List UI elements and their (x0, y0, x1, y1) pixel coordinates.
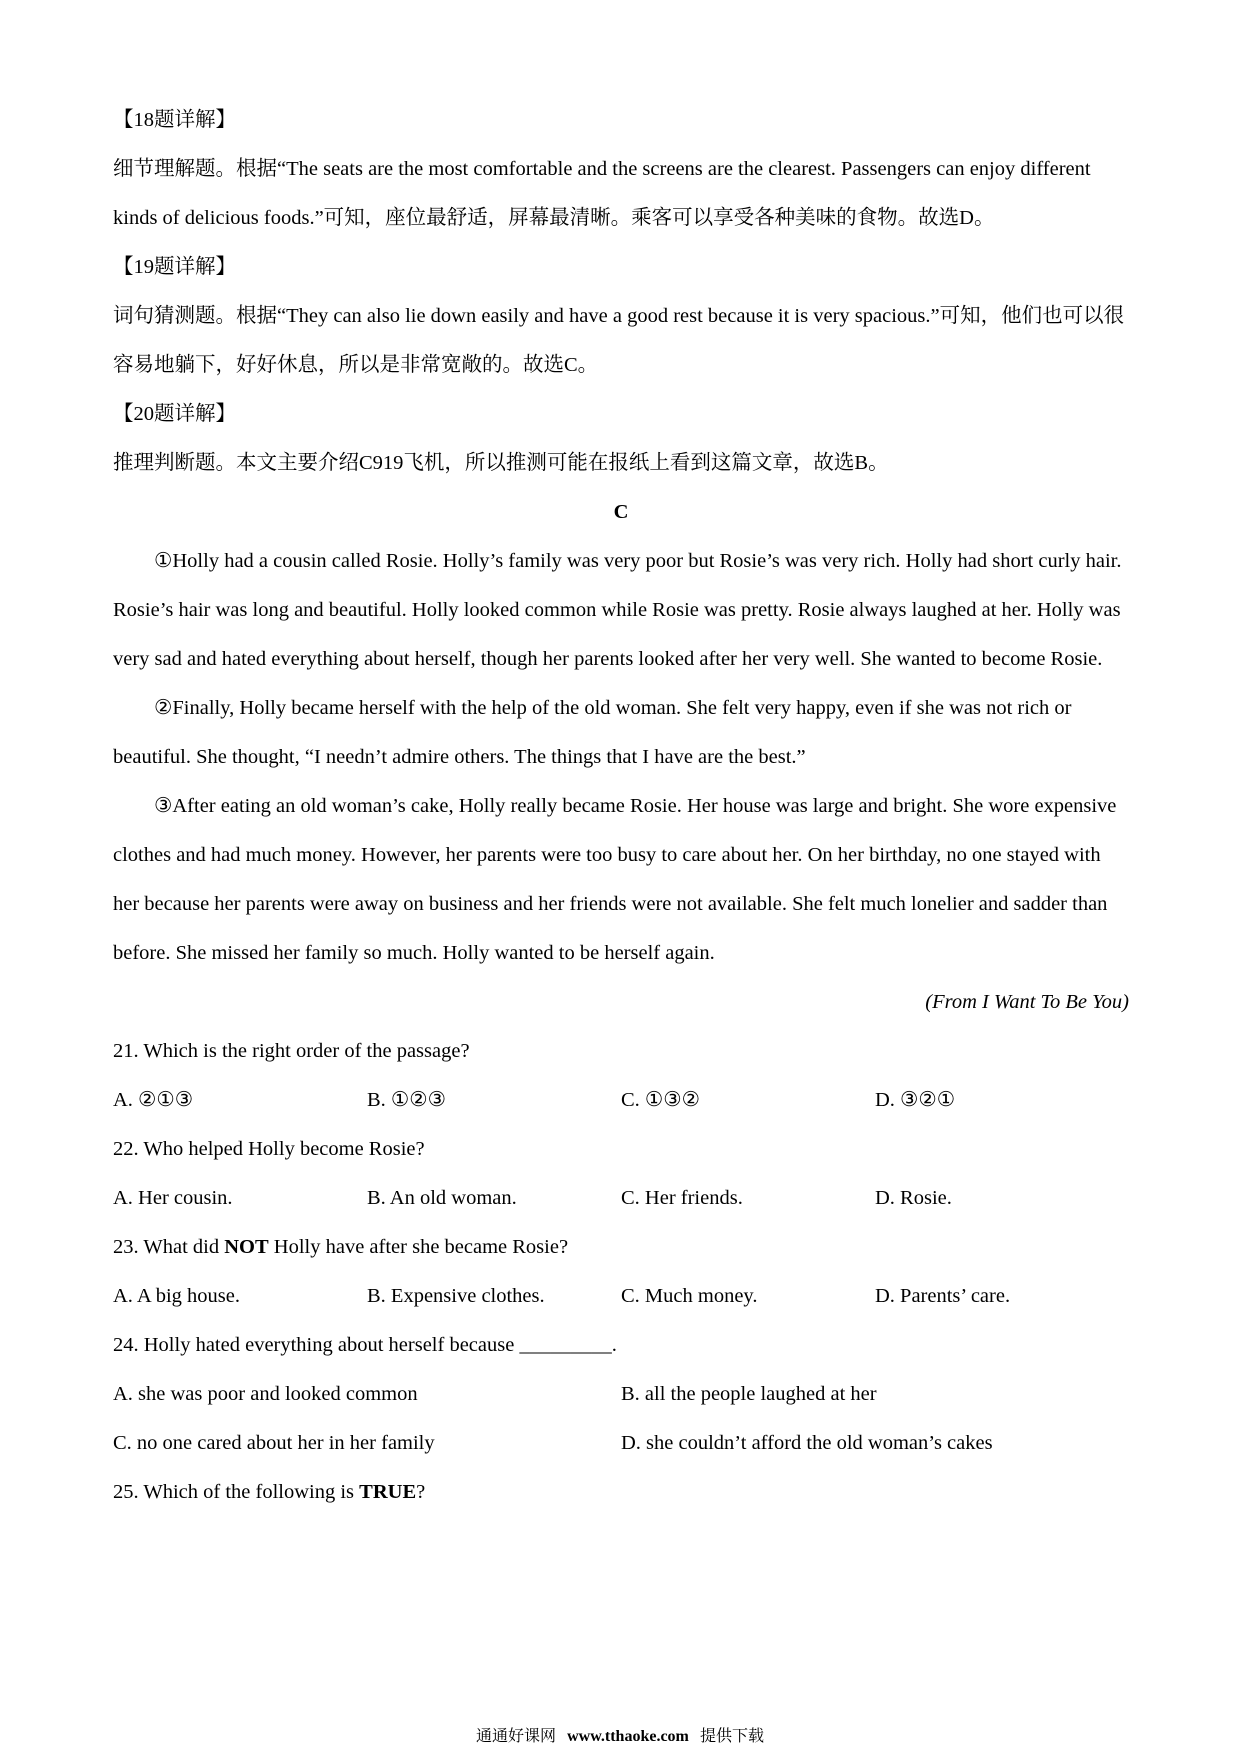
option-a: A. she was poor and looked common (113, 1383, 418, 1405)
document-page (113, 96, 1129, 1517)
option-b: B. An old woman. (367, 1187, 517, 1209)
q18-heading: 【18题详解】 (113, 109, 236, 131)
option-c: C. ①③② (621, 1089, 701, 1111)
option-d: D. ③②① (875, 1089, 956, 1111)
option-a: A. A big house. (113, 1285, 240, 1307)
option-b: B. Expensive clothes. (367, 1285, 545, 1307)
question-23-stem (113, 1223, 1129, 1272)
passage-source-text: (From I Want To Be You) (925, 991, 1129, 1013)
passage-paragraph-1: ①Holly had a cousin called Rosie. Holly’s family was very poor but Rosie’s was very rich. Holly had short curly hair. Rosie’s hair was long and beautiful. Holly looked common while Rosie was pretty. Rosie always laughed at her. Holly was very sad and hated everything about herself, though her parents looked after her very well. She wanted to become Rosie. (113, 550, 1122, 670)
footer-download-text: 提供下载 (699, 1726, 764, 1745)
question-22-text: 22. Who helped Holly become Rosie? (113, 1138, 425, 1160)
question-23-text-pre: 23. What did (113, 1236, 225, 1258)
footer-site-name: 通通好课网 (476, 1726, 557, 1745)
passage-paragraph-2: ②Finally, Holly became herself with the help of the old woman. She felt very happy, even if she was not rich or beautiful. She thought, “I needn’t admire others. The things that I have are the best.” (113, 697, 1072, 768)
q19-heading: 【19题详解】 (113, 256, 236, 278)
question-24-options-row-2 (113, 1419, 1129, 1468)
option-b: B. all the people laughed at her (621, 1383, 877, 1405)
question-21-stem (113, 1027, 1129, 1076)
question-23-text-post: Holly have after she became Rosie? (268, 1236, 569, 1258)
option-c: C. Her friends. (621, 1187, 743, 1209)
q20-explanation: 推理判断题。本文主要介绍C919飞机，所以推测可能在报纸上看到这篇文章，故选B。 (113, 452, 889, 474)
option-a: A. Her cousin. (113, 1187, 233, 1209)
question-24-options-row-1 (113, 1370, 1129, 1419)
section-title: C (613, 501, 629, 523)
option-c: C. no one cared about her in her family (113, 1432, 435, 1454)
option-c: C. Much money. (621, 1285, 758, 1307)
passage-paragraph-3: ③After eating an old woman’s cake, Holly really became Rosie. Her house was large and bright. She wore expensive clothes and had much money. However, her parents were too busy to care about her. On her birthday, no one stayed with her because her parents were away on business and her friends were not available. She felt much lonelier and sadder than before. She missed her family so much. Holly wanted to be herself again. (113, 795, 1117, 964)
question-23-options (113, 1272, 1129, 1321)
question-21-text: 21. Which is the right order of the passage? (113, 1040, 470, 1062)
passage-source (113, 978, 1129, 1027)
question-25-text-post: ? (416, 1481, 426, 1503)
footer-url-link[interactable]: www.tthaoke.com (567, 1728, 689, 1745)
question-22-options (113, 1174, 1129, 1223)
option-d: D. she couldn’t afford the old woman’s cakes (621, 1432, 993, 1454)
option-a: A. ②①③ (113, 1089, 194, 1111)
question-25-stem (113, 1468, 1129, 1517)
question-22-stem (113, 1125, 1129, 1174)
page-footer (0, 1724, 1240, 1749)
q18-explanation: 细节理解题。根据“The seats are the most comfortable and the screens are the clearest. Passengers can enjoy different kinds of delicious foods.”可知，座位最舒适，屏幕最清晰。乘客可以享受各种美味的食物。故选D。 (113, 158, 1091, 229)
option-d: D. Parents’ care. (875, 1285, 1011, 1307)
q19-explanation: 词句猜测题。根据“They can also lie down easily and have a good rest because it is very spacious.”可知，他们也可以很容易地躺下，好好休息，所以是非常宽敞的。故选C。 (113, 305, 1125, 376)
q20-heading: 【20题详解】 (113, 403, 236, 425)
question-21-options (113, 1076, 1129, 1125)
question-24-text: 24. Holly hated everything about herself because _________. (113, 1334, 617, 1356)
question-23-emphasis: NOT (224, 1236, 269, 1258)
question-25-text-pre: 25. Which of the following is (113, 1481, 360, 1503)
option-d: D. Rosie. (875, 1187, 952, 1209)
option-b: B. ①②③ (367, 1089, 447, 1111)
question-25-emphasis: TRUE (359, 1481, 417, 1503)
question-24-stem (113, 1321, 1129, 1370)
